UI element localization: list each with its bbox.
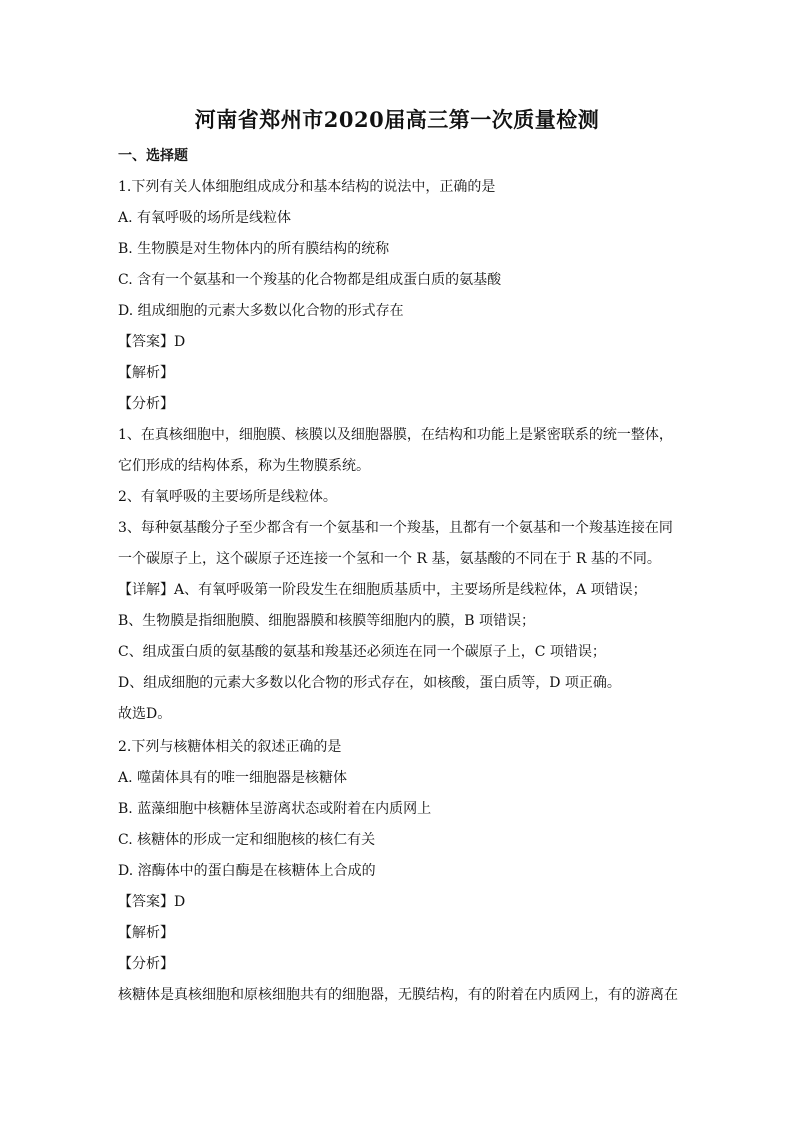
q1-detail-line: D、组成细胞的元素大多数以化合物的形式存在，如核酸，蛋白质等，D 项正确。 [118,675,621,691]
q1-fenxi-line: 它们形成的结构体系，称为生物膜系统。 [118,458,370,474]
q2-option-a: A. 噬菌体具有的唯一细胞器是核糖体 [118,770,348,786]
q1-fenxi-line: 2、有氧呼吸的主要场所是线粒体。 [118,489,337,505]
section-heading: 一、选择题 [118,148,188,164]
q1-analysis-label: 【解析】 [118,365,174,381]
q1-fenxi-line: 3、每种氨基酸分子至少都含有一个氨基和一个羧基，且都有一个氨基和一个羧基连接在同 [118,520,673,536]
question-1-stem: 1.下列有关人体细胞组成成分和基本结构的说法中，正确的是 [118,179,496,195]
q1-option-b: B. 生物膜是对生物体内的所有膜结构的统称 [118,241,390,257]
q2-fenxi-label: 【分析】 [118,956,174,972]
q1-option-d: D. 组成细胞的元素大多数以化合物的形式存在 [118,303,404,319]
q1-fenxi-line: 1、在真核细胞中，细胞膜、核膜以及细胞器膜，在结构和功能上是紧密联系的统一整体， [118,427,673,443]
q1-fenxi-line: 一个碳原子上，这个碳原子还连接一个氢和一个 R 基，氨基酸的不同在于 R 基的不同。 [118,551,661,567]
q2-option-b: B. 蓝藻细胞中核糖体呈游离状态或附着在内质网上 [118,801,432,817]
q1-option-a: A. 有氧呼吸的场所是线粒体 [118,210,292,226]
q2-option-c: C. 核糖体的形成一定和细胞核的核仁有关 [118,832,376,848]
q2-fenxi-line: 核糖体是真核细胞和原核细胞共有的细胞器，无膜结构，有的附着在内质网上，有的游离在 [118,987,678,1003]
q1-conclusion: 故选D。 [118,706,172,722]
question-2-stem: 2.下列与核糖体相关的叙述正确的是 [118,739,342,755]
q1-option-c: C. 含有一个氨基和一个羧基的化合物都是组成蛋白质的氨基酸 [118,272,502,288]
q1-detail-line: 【详解】A、有氧呼吸第一阶段发生在细胞质基质中，主要场所是线粒体，A 项错误； [118,582,647,598]
q1-answer: 【答案】D [118,334,186,350]
q1-detail-line: B、生物膜是指细胞膜、细胞器膜和核膜等细胞内的膜，B 项错误； [118,613,536,629]
q2-option-d: D. 溶酶体中的蛋白酶是在核糖体上合成的 [118,863,376,879]
q2-answer: 【答案】D [118,894,186,910]
document-title: 河南省郑州市2020届高三第一次质量检测 [194,107,600,132]
q1-detail-line: C、组成蛋白质的氨基酸的氨基和羧基还必须连在同一个碳原子上，C 项错误； [118,644,606,660]
q1-fenxi-label: 【分析】 [118,396,174,412]
q2-analysis-label: 【解析】 [118,925,174,941]
